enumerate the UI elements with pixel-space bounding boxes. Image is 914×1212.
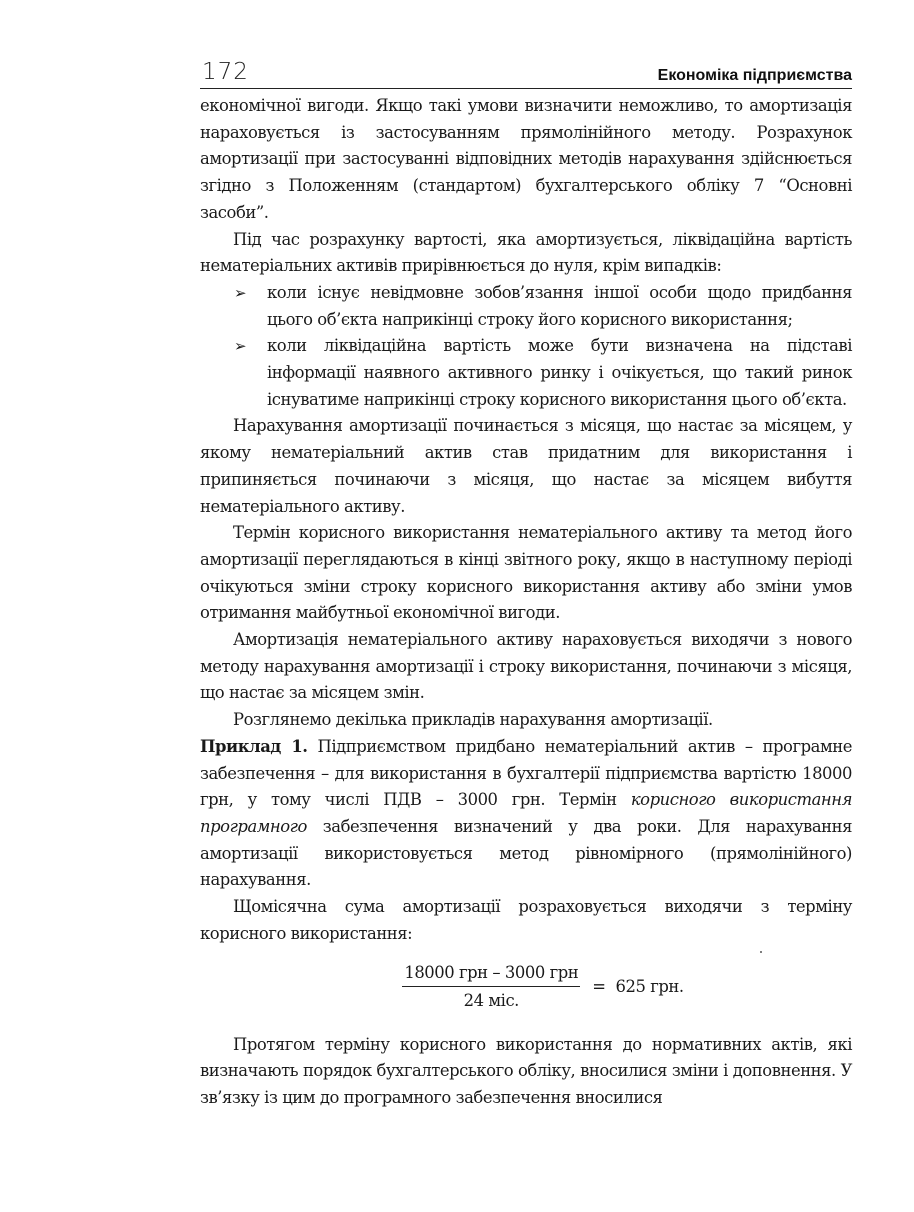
formula-result: 625 грн. [615,977,684,997]
example-text: забезпечення визначений у два роки. Для нарахування амортизації використовується метод рівномірного (прямолінійного) нарахування. [200,816,852,890]
exceptions-list [200,280,852,414]
example-text: Підприємством придбано нематеріальний актив – програмне забезпечення – для використання в бухгалтерії підприємства вартістю 18000 грн, у тому числі ПДВ – 3000 грн. Термін [200,736,852,810]
example-block [200,734,852,894]
book-page [200,58,852,1112]
paragraph-useful-life-review: Термін корисного використання нематеріального активу та метод його амортизації переглядаються в кінці звітного року, якщо в наступному періоді очікуються зміни строку корисного використання активу або зміни умов отримання майбутньої економічної вигоди. [200,523,852,623]
page-body [200,93,852,1112]
arrow-bullet-icon: ➢ [234,283,247,302]
formula-equals: = [592,977,606,997]
arrow-bullet-icon: ➢ [234,337,247,356]
formula-numerator: 18000 грн – 3000 грн [402,961,580,987]
paragraph-liquidation-value: Під час розрахунку вартості, яка амортизується, ліквідаційна вартість нематеріальних активів прирівнюється до нуля, крім випадків: [200,229,852,276]
running-header [200,58,852,89]
paragraph-continuation: економічної вигоди. Якщо такі умови визначити неможливо, то амортизація нараховується із застосуванням прямолінійного методу. Розрахунок амортизації при застосуванні відповідних методів нарахування здійснюється згідно з Положенням (стандартом) бухгалтерського обліку 7 “Основні засоби”. [200,96,852,222]
paragraph-regulatory-changes: Протягом терміну корисного використання до нормативних актів, які визначають порядок бухгалтерського обліку, вносилися зміни і доповнення. У зв’язку із цим до програмного забезпечення вносилися [200,1034,852,1107]
amortization-formula [234,960,852,1016]
list-item [234,333,852,413]
paragraph-amortization-start: Нарахування амортизації починається з місяця, що настає за місяцем, у якому нематеріальний актив став придатним для використання і припиняється починаючи з місяця, що настає за місяцем вибуття нематеріального активу. [200,416,852,516]
list-item [234,280,852,333]
book-title: Економіка підприємства [657,67,852,84]
paragraph-examples-intro: Розглянемо декілька прикладів нарахування амортизації. [233,710,713,730]
formula-denominator: 24 міс. [463,991,519,1010]
paragraph-monthly-sum: Щомісячна сума амортизації розраховується виходячи з терміну корисного використання: [200,897,852,943]
example-text-italic: корисного використання програмного [200,790,852,836]
page-number: 172 [202,59,249,85]
list-item-text: коли існує невідмовне зобов’язання іншої особи щодо придбання цього об’єкта наприкінці строку його корисного використання; [267,282,852,329]
scan-speck [760,951,762,953]
list-item-text: коли ліквідаційна вартість може бути визначена на підставі інформації наявного активного ринку і очікується, що такий ринок існуватиме наприкінці строку корисного використання цього об’єкта. [267,336,852,409]
formula-fraction [402,961,580,1014]
example-label: Приклад 1. [200,736,308,756]
paragraph-new-method: Амортизація нематеріального активу нараховується виходячи з нового методу нарахування амортизації і строку використання, починаючи з місяця, що настає за місяцем змін. [200,630,852,703]
